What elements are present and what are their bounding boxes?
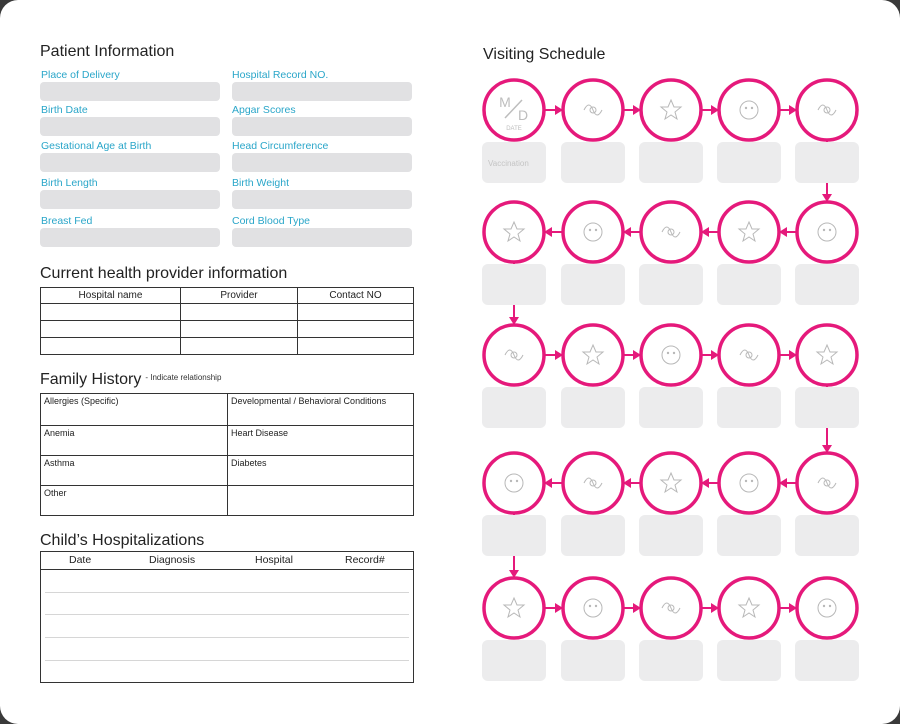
- family-cell-heart-disease[interactable]: Heart Disease: [228, 426, 414, 456]
- hosp-entry-line[interactable]: [45, 614, 409, 615]
- visit-circle[interactable]: [719, 453, 779, 513]
- table-row: [41, 304, 414, 321]
- doodle-icon: [751, 480, 753, 482]
- visit-box[interactable]: [482, 264, 546, 305]
- place-of-delivery-field[interactable]: [40, 82, 220, 101]
- visit-circle[interactable]: [563, 202, 623, 262]
- place-of-delivery-label: Place of Delivery: [41, 69, 120, 81]
- family-cell-asthma[interactable]: Asthma: [41, 456, 228, 486]
- provider-col-hospital: Hospital name: [41, 288, 181, 304]
- visit-box[interactable]: [561, 264, 625, 305]
- day-placeholder: D: [517, 107, 529, 123]
- doodle-icon: [516, 480, 518, 482]
- visit-box[interactable]: [482, 515, 546, 556]
- family-history-table: [40, 393, 414, 516]
- visit-circle[interactable]: [797, 578, 857, 638]
- table-cell[interactable]: [181, 338, 298, 355]
- visit-box[interactable]: [639, 515, 703, 556]
- visit-circle[interactable]: [797, 202, 857, 262]
- family-cell-diabetes[interactable]: Diabetes: [228, 456, 414, 486]
- table-row: [41, 321, 414, 338]
- visit-box[interactable]: [561, 640, 625, 681]
- visit-box[interactable]: [639, 142, 703, 183]
- hospital-record-field[interactable]: [232, 82, 412, 101]
- table-cell[interactable]: [41, 338, 181, 355]
- family-cell-anemia[interactable]: Anemia: [41, 426, 228, 456]
- doodle-icon: [673, 352, 675, 354]
- apgar-scores-field[interactable]: [232, 117, 412, 136]
- birth-date-label: Birth Date: [41, 104, 88, 116]
- visit-circle[interactable]: [719, 578, 779, 638]
- family-cell-other[interactable]: Other: [41, 486, 228, 516]
- hosp-entry-line[interactable]: [45, 660, 409, 661]
- visit-box[interactable]: [717, 264, 781, 305]
- doodle-icon: [823, 229, 825, 231]
- provider-table: [40, 287, 414, 355]
- hospital-record-label: Hospital Record NO.: [232, 69, 329, 81]
- visit-circle[interactable]: [563, 578, 623, 638]
- birth-length-field[interactable]: [40, 190, 220, 209]
- table-cell[interactable]: [298, 304, 414, 321]
- doodle-icon: [589, 229, 591, 231]
- visit-box[interactable]: [482, 640, 546, 681]
- visiting-schedule-title: Visiting Schedule: [483, 46, 606, 63]
- birth-date-field[interactable]: [40, 117, 220, 136]
- doodle-icon: [823, 605, 825, 607]
- head-circumference-label: Head Circumference: [232, 140, 329, 152]
- doodle-icon: [510, 480, 512, 482]
- doodle-icon: [745, 480, 747, 482]
- table-cell[interactable]: [41, 304, 181, 321]
- visit-circle[interactable]: [563, 325, 623, 385]
- hospitalizations-table: [40, 551, 414, 683]
- visit-box[interactable]: [639, 640, 703, 681]
- visit-circle[interactable]: [641, 80, 701, 140]
- breast-fed-field[interactable]: [40, 228, 220, 247]
- visit-box[interactable]: [561, 515, 625, 556]
- hosp-col-date: Date: [69, 554, 92, 566]
- family-history-note: - Indicate relationship: [145, 373, 222, 382]
- table-row: [41, 338, 414, 355]
- hospitalizations-title: Child’s Hospitalizations: [40, 532, 205, 549]
- table-cell[interactable]: [41, 321, 181, 338]
- doodle-icon: [595, 605, 597, 607]
- doodle-icon: [667, 352, 669, 354]
- visit-box[interactable]: [561, 387, 625, 428]
- table-cell[interactable]: [181, 321, 298, 338]
- family-history-title-text: Family History: [40, 371, 142, 388]
- gestational-age-field[interactable]: [40, 153, 220, 172]
- hosp-col-diagnosis: Diagnosis: [149, 554, 196, 566]
- birth-length-label: Birth Length: [41, 177, 98, 189]
- hosp-col-hospital: Hospital: [255, 554, 293, 566]
- cord-blood-type-field[interactable]: [232, 228, 412, 247]
- family-cell-allergies[interactable]: Allergies (Specific): [41, 394, 228, 426]
- provider-col-contact: Contact NO: [298, 288, 414, 304]
- visit-box[interactable]: [795, 142, 859, 183]
- visit-box[interactable]: [795, 515, 859, 556]
- vaccination-placeholder: Vaccination: [488, 159, 529, 168]
- visit-box[interactable]: [717, 142, 781, 183]
- visit-circle[interactable]: [641, 325, 701, 385]
- patient-info-title: Patient Information: [40, 43, 175, 60]
- birth-weight-label: Birth Weight: [232, 177, 289, 189]
- head-circumference-field[interactable]: [232, 153, 412, 172]
- visit-box[interactable]: [717, 640, 781, 681]
- provider-col-provider: Provider: [181, 288, 298, 304]
- doodle-icon: [829, 229, 831, 231]
- family-cell-empty[interactable]: [228, 486, 414, 516]
- visit-box[interactable]: [795, 264, 859, 305]
- table-cell[interactable]: [298, 321, 414, 338]
- table-cell[interactable]: [298, 338, 414, 355]
- visit-circle[interactable]: [484, 453, 544, 513]
- visit-circle[interactable]: [641, 453, 701, 513]
- visit-box[interactable]: [717, 387, 781, 428]
- visit-circle[interactable]: [797, 325, 857, 385]
- visit-box[interactable]: [639, 264, 703, 305]
- visit-circle[interactable]: [719, 80, 779, 140]
- doodle-icon: [589, 605, 591, 607]
- apgar-scores-label: Apgar Scores: [232, 104, 296, 116]
- month-placeholder: M: [499, 94, 511, 110]
- table-cell[interactable]: [181, 304, 298, 321]
- visit-box[interactable]: [795, 387, 859, 428]
- doodle-icon: [829, 605, 831, 607]
- visit-box[interactable]: [717, 515, 781, 556]
- visit-box[interactable]: [482, 387, 546, 428]
- visit-box[interactable]: [561, 142, 625, 183]
- hosp-col-record: Record#: [345, 554, 385, 566]
- visit-box[interactable]: [639, 387, 703, 428]
- provider-title: Current health provider information: [40, 265, 288, 282]
- hosp-entry-line[interactable]: [45, 637, 409, 638]
- visit-box[interactable]: [795, 640, 859, 681]
- family-cell-developmental[interactable]: Developmental / Behavioral Conditions: [228, 394, 414, 426]
- breast-fed-label: Breast Fed: [41, 215, 93, 227]
- visit-circle[interactable]: [484, 578, 544, 638]
- visit-circle[interactable]: [719, 202, 779, 262]
- hosp-header-divider: [41, 569, 413, 570]
- visiting-schedule-grid: [470, 70, 870, 690]
- hosp-entry-line[interactable]: [45, 592, 409, 593]
- doodle-icon: [751, 107, 753, 109]
- birth-weight-field[interactable]: [232, 190, 412, 209]
- visit-circle[interactable]: [484, 202, 544, 262]
- cord-blood-type-label: Cord Blood Type: [232, 215, 311, 227]
- family-history-title: [40, 371, 221, 389]
- doodle-icon: [595, 229, 597, 231]
- date-placeholder: DATE: [506, 126, 522, 132]
- doodle-icon: [745, 107, 747, 109]
- gestational-age-label: Gestational Age at Birth: [41, 140, 152, 152]
